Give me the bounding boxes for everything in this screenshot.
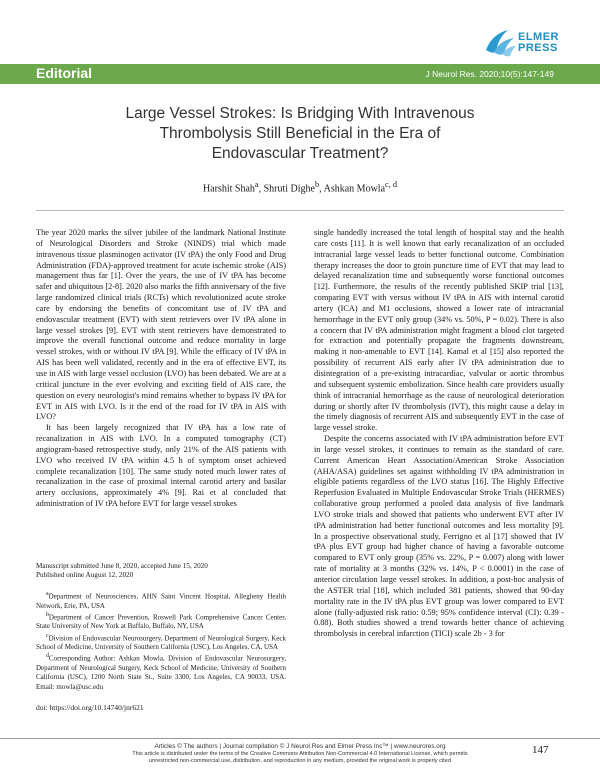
author-name: Ashkan Mowla xyxy=(323,183,386,195)
submission-dates: Manuscript submitted June 8, 2020, accepted June 15, 2020 xyxy=(36,562,208,570)
logo-wordmark xyxy=(518,32,559,54)
author-list: Harshit Shah$^a$, Shruti Dighe$^b$, Ashkan Mowla$^{c, d}$ xyxy=(202,180,398,195)
footer-copyright: Articles © The authors | Journal compilation © J Neurol Res and Elmer Press Inc™ | www.neurores.org xyxy=(154,743,446,750)
footnote xyxy=(36,611,286,632)
section-label: Editorial xyxy=(36,65,93,81)
footnote-mark: d xyxy=(46,653,49,660)
author-affiliation-mark: a xyxy=(254,180,259,189)
footnote xyxy=(36,652,286,691)
footer-divider xyxy=(0,738,600,739)
footnote-text: Division of Endovascular Neurosurgery, Department of Neurological Surgery, Keck School of Medicine, University of Southern California (USC), Los Angeles, CA, USA xyxy=(36,633,286,652)
body-paragraph: Despite the concerns associated with IV tPA administration before EVT in large vessel strokes, it continues to remain as the standard of care. Current American Heart Association/American Stroke Association (AHA/ASA) guidelines set against withholding IV tPA administration in eligible patients regardless of the LVO status [16]. The Highly Effective Reperfusion Evaluated in Multiple Endovascular Stroke Trials (HERMES) collaborative group performed a pooled data analysis of five landmark LVO stroke trials and showed that patients who underwent EVT after IV tPA administration had better functional outcomes and less mortality [9]. In a prospective observational study, Ferrigno et al [17] showed that IV tPA plus EVT group had higher chance of having a favorable outcome compared to EVT only group (35% vs. 22%, P = 0.007) along with lower rate of mortality at 3 months (32% vs. 14%, P < 0.0001) in the case of anterior circulation large vessel strokes. In addition, a post-hoc analysis of the ASTER trial [18], which included 381 patients, showed that 90-day mortality rate in the IV tPA plus EVT group was lower compared to EVT alone (fully-adjusted risk ratio: 0.59; 95% confidence interval (CI): 0.39 - 0.88). Both studies showed a trend towards better chance of achieving thrombolysis in cerebral infarction (TICI) scale 2b - 3 for xyxy=(314,434,564,639)
title-line: Large Vessel Strokes: Is Bridging With Intravenous xyxy=(125,105,475,122)
footnote-mark: c xyxy=(46,632,49,639)
body-paragraph: single handedly increased the total length of hospital stay and the health care costs [11]. It is well known that early recanalization of an occluded intracranial large vessel leads to better functional outcome. Combination therapy increases the door to groin puncture time of EVT that may lead to delayed recanalization time and subsequently worse functional outcomes [12]. Furthermore, the results of the recently published SKIP trial [13], comparing EVT with versus without IV tPA in AIS with internal carotid artery (ICA) and M1 occlusions, showed a lower rate of intracranial hemorrhage in the EVT only group (34% vs. 50%, P = 0.02). There is also a concern that IV tPA administration might fragment a blood clot targeted for extraction and potentially propagate the fragments downstream, making it non-amenable to EVT [14]. Kamal et al [15] also reported the possibility of recurrent AIS early after IV tPA administration due to disintegration of a pre-existing intracardiac, valvular or aortic thrombus and subsequent systemic embolization. Since health care providers usually think of intracranial hemorrhage as the cause of neurological deterioration during or shortly after IV thrombolysis (IVT), this might cause a delay in the timely diagnosis of recurrent AIS and subsequently EVT in the case of large vessel stroke. xyxy=(314,228,564,433)
journal-citation: J Neurol Res. 2020;10(5):147-149 xyxy=(425,69,554,79)
author-name: Shruti Dighe xyxy=(263,183,315,195)
title-line: Thrombolysis Still Beneficial in the Era of xyxy=(159,125,441,142)
title-line: Endovascular Treatment? xyxy=(211,145,389,162)
body-column-left xyxy=(36,228,286,510)
publication-date: Published online August 12, 2020 xyxy=(36,571,134,580)
footer-license-line: unrestricted non-commercial use, distribution, and reproduction in any medium, provided the original work is properly cited xyxy=(149,758,451,765)
page-number: 147 xyxy=(532,744,549,756)
author-name: Harshit Shah xyxy=(202,183,255,195)
doi-link[interactable]: doi: https://doi.org/10.14740/jnr621 xyxy=(36,703,144,712)
article-title xyxy=(60,104,540,164)
affiliation-footnotes xyxy=(36,590,286,692)
submission-info xyxy=(36,562,286,581)
title-divider xyxy=(36,210,564,211)
author-affiliation-mark: c, d xyxy=(385,180,398,189)
body-paragraph: The year 2020 marks the silver jubilee of the landmark National Institute of Neurological Disorders and Stroke (NINDS) trial which made intravenous tissue plasminogen activator (IV tPA) the only Food and Drug Administration (FDA)-approved treatment for acute ischemic stroke (AIS) management thus far [1]. Over the years, the use of IV tPA has become safer and ubiquitous [2-8]. 2020 also marks the fifth anniversary of the five large randomized clinical trials (RCTs) which revolutionized acute stroke care by endorsing the benefits of concomitant use of IV tPA and endovascular treatment (EVT) with stent retrievers over IV tPA alone in large vessel strokes [9]. EVT with stent retrievers have demonstrated to improve the overall functional outcome and reduce mortality in large vessel strokes, with or without IV tPA [9]. While the efficacy of IV tPA in AIS has been well validated, recently and in the era of effective EVT, its use in AIS with large vessel occlusion (LVO) has been debated. We are at a critical juncture in the ever evolving and exciting field of AIS care, the question on every neurologist's mind remains whether to bypass IV tPA for EVT in AIS with LVO. Is it the end of the road for IV tPA in AIS with LVO? xyxy=(36,228,286,422)
logo-line-1: ELMER xyxy=(518,31,559,43)
logo-line-2: PRESS xyxy=(518,42,558,54)
body-paragraph: It has been largely recognized that IV tPA has a low rate of recanalization in AIS with LVO. In a computed tomography (CT) angiogram-based retrospective study, only 21% of the AIS patients with LVO who received IV tPA within 4.5 h of symptom onset achieved complete recanalization [10]. The same study noted much lower rates of recanalization in the case of proximal internal carotid artery and basilar artery occlusions, approximately 4% [9]. Rai et al concluded that administration of IV tPA before EVT for large vessel strokes xyxy=(36,423,286,509)
footnote xyxy=(36,632,286,653)
footnote xyxy=(36,590,286,611)
footnote-text: Department of Neurosciences, AHN Saint Vincent Hospital, Allegheny Health Network, Erie, PA, USA xyxy=(36,592,286,610)
body-column-right xyxy=(314,228,564,640)
footnote-text: Corresponding Author: Ashkan Mowla, Division of Endovascular Neurosurgery, Department of Neurological Surgery, Keck School of Medicine, University of Southern California (USC), 1200 North State St., Suite 3300, Los Angeles, CA 90033, USA. Email: mowla@usc.edu xyxy=(36,654,286,691)
footnote-text: Department of Cancer Prevention, Roswell Park Comprehensive Cancer Center, State University of New York at Buffalo, Buffalo, NY, USA xyxy=(36,613,286,631)
footnote-mark: a xyxy=(46,591,49,597)
footnote-mark: b xyxy=(46,611,49,618)
author-affiliation-mark: b xyxy=(315,180,320,189)
page-footer xyxy=(36,742,564,765)
footer-license-line: This article is distributed under the terms of the Creative Commons Attribution Non-Commercial 4.0 International License, which permits xyxy=(132,751,468,757)
